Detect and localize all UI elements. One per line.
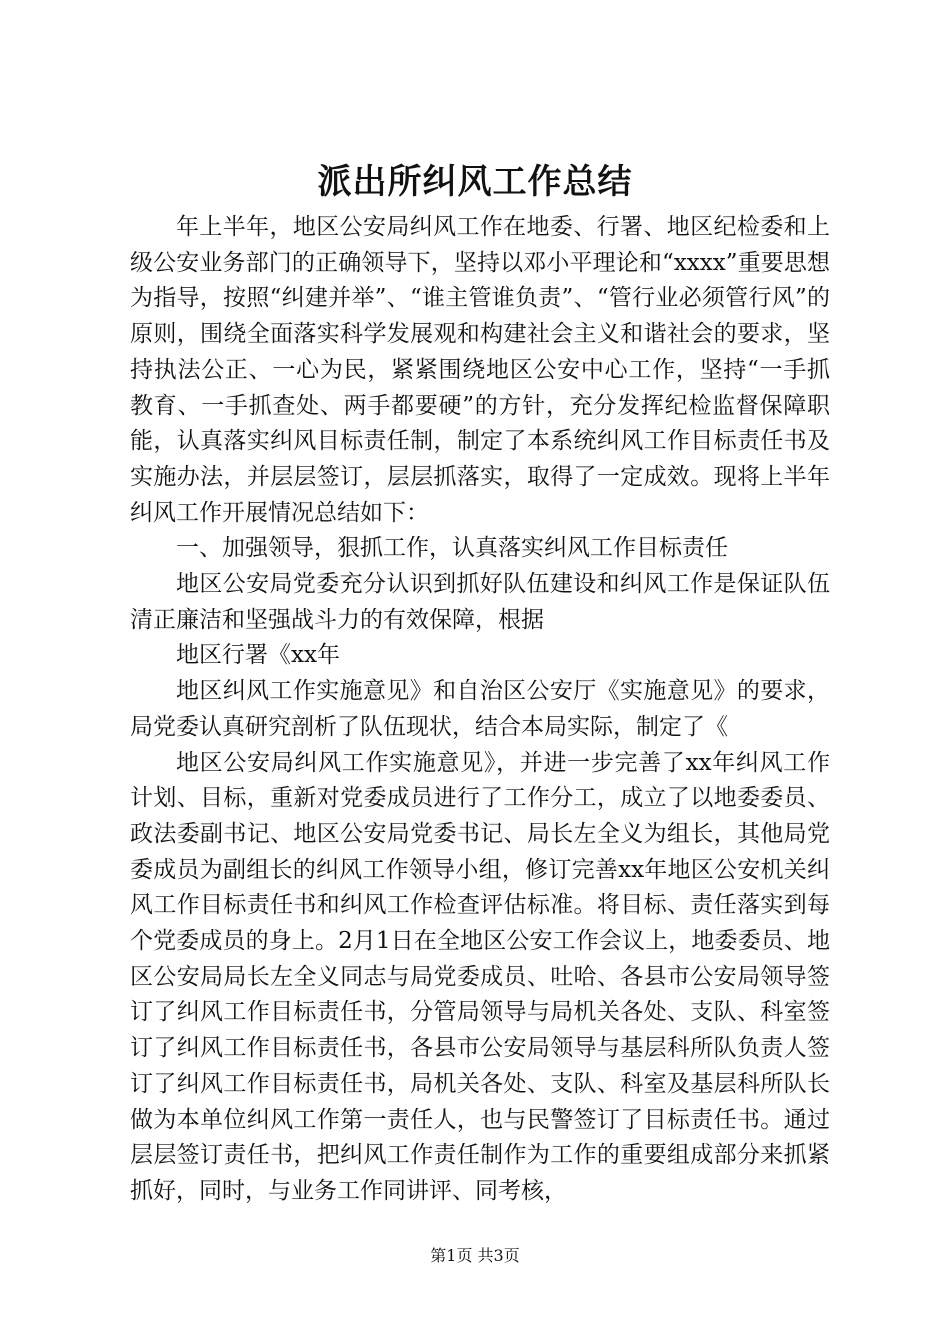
paragraph: 地区公安局党委充分认识到抓好队伍建设和纠风工作是保证队伍清正廉洁和坚强战斗力的有效保障，根据 <box>130 571 830 633</box>
paragraph: 地区纠风工作实施意见》和自治区公安厅《实施意见》的要求，局党委认真研究剖析了队伍现状，结合本局实际，制定了《 <box>130 678 830 740</box>
paragraph: 地区行署《xx年 <box>176 642 340 669</box>
paragraph-heading: 一、加强领导，狠抓工作，认真落实纠风工作目标责任 <box>176 535 728 562</box>
paragraph: 年上半年，地区公安局纠风工作在地委、行署、地区纪检委和上级公安业务部门的正确领导下，坚持以邓小平理论和“xxxx”重要思想为指导，按照“纠建并举”、“谁主管谁负责”、“管行业必须管行风”的原则，围绕全面落实科学发展观和构建社会主义和谐社会的要求，坚持执法公正、一心为民，紧紧围绕地区公安中心工作，坚持“一手抓教育、一手抓查处、两手都要硬”的方针，充分发挥纪检监督保障职能，认真落实纠风目标责任制，制定了本系统纠风工作目标责任书及实施办法，并层层签订，层层抓落实，取得了一定成效。现将上半年纠风工作开展情况总结如下： <box>130 214 830 526</box>
document-body <box>130 210 830 1210</box>
paragraph: 地区公安局纠风工作实施意见》，并进一步完善了xx年纠风工作计划、目标，重新对党委成员进行了工作分工，成立了以地委委员、政法委副书记、地区公安局党委书记、局长左全义为组长，其他局党委成员为副组长的纠风工作领导小组，修订完善xx年地区公安机关纠风工作目标责任书和纠风工作检查评估标准。将目标、责任落实到每个党委成员的身上。2月1日在全地区公安工作会议上，地委委员、地区公安局局长左全义同志与局党委成员、吐哈、各县市公安局领导签订了纠风工作目标责任书，分管局领导与局机关各处、支队、科室签订了纠风工作目标责任书，各县市公安局领导与基层科所队负责人签订了纠风工作目标责任书，局机关各处、支队、科室及基层科所队长做为本单位纠风工作第一责任人，也与民警签订了目标责任书。通过层层签订责任书，把纠风工作责任制作为工作的重要组成部分来抓紧抓好，同时，与业务工作同讲评、同考核， <box>130 749 830 1204</box>
page-footer: 第1页 共3页 <box>430 1246 520 1265</box>
document-title: 派出所纠风工作总结 <box>317 162 633 202</box>
